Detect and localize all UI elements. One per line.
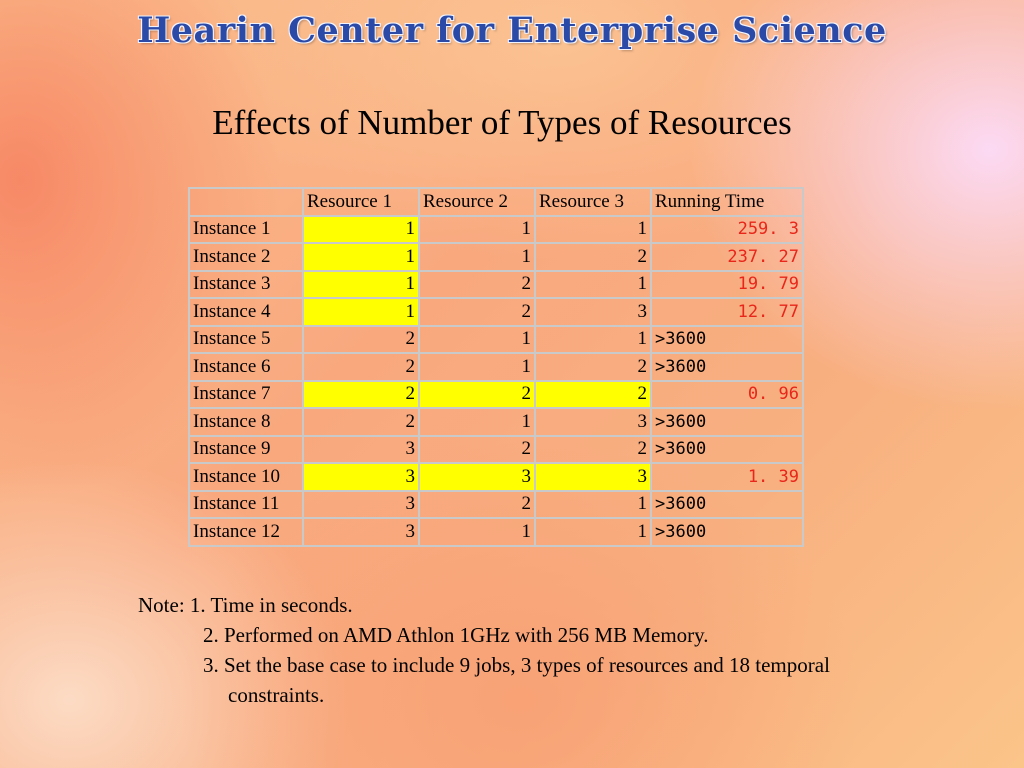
resource-cell: 2 [303,408,419,436]
resource-cell: 1 [535,326,651,354]
instance-label: Instance 8 [189,408,303,436]
resource-cell: 1 [303,243,419,271]
resource-cell: 1 [535,271,651,299]
resource-cell: 1 [303,298,419,326]
table-row [189,408,803,436]
resource-cell: 2 [419,381,535,409]
instance-label: Instance 12 [189,518,303,546]
running-time-cell: >3600 [651,518,803,546]
resource-cell: 1 [419,326,535,354]
instance-label: Instance 3 [189,271,303,299]
running-time-cell: 259. 3 [651,216,803,244]
resource-cell: 2 [303,381,419,409]
column-header [189,188,303,216]
table-row [189,271,803,299]
resource-cell: 2 [535,381,651,409]
resource-cell: 1 [303,271,419,299]
resource-cell: 2 [535,436,651,464]
table-row [189,353,803,381]
running-time-cell: >3600 [651,353,803,381]
resource-cell: 2 [419,271,535,299]
note-line-3: 3. Set the base case to include 9 jobs, 3 types of resources and 18 temporal [203,653,830,677]
running-time-cell: 237. 27 [651,243,803,271]
instance-label: Instance 5 [189,326,303,354]
instance-label: Instance 7 [189,381,303,409]
slide-title: Effects of Number of Types of Resources [212,103,792,142]
resource-cell: 1 [535,491,651,519]
instance-label: Instance 6 [189,353,303,381]
resource-cell: 2 [419,436,535,464]
instance-label: Instance 2 [189,243,303,271]
running-time-cell: 19. 79 [651,271,803,299]
resource-cell: 2 [535,243,651,271]
resource-cell: 1 [535,518,651,546]
running-time-cell: >3600 [651,326,803,354]
resource-cell: 3 [303,518,419,546]
running-time-cell: 12. 77 [651,298,803,326]
notes [138,590,830,710]
table-row [189,243,803,271]
column-header: Resource 1 [303,188,419,216]
column-header: Resource 2 [419,188,535,216]
table-row [189,381,803,409]
resource-cell: 2 [419,491,535,519]
table-header-row [189,188,803,216]
resource-cell: 1 [419,216,535,244]
column-header: Resource 3 [535,188,651,216]
instance-label: Instance 9 [189,436,303,464]
table-row [189,518,803,546]
running-time-cell: 0. 96 [651,381,803,409]
resource-cell: 1 [419,408,535,436]
resource-cell: 3 [303,436,419,464]
note-line-2: 2. Performed on AMD Athlon 1GHz with 256 MB Memory. [203,623,709,647]
instance-label: Instance 4 [189,298,303,326]
resource-cell: 3 [303,463,419,491]
column-header: Running Time [651,188,803,216]
resource-cell: 3 [535,298,651,326]
resource-cell: 2 [303,326,419,354]
table-row [189,326,803,354]
running-time-cell: >3600 [651,491,803,519]
running-time-cell: >3600 [651,436,803,464]
resource-cell: 1 [535,216,651,244]
results-table [188,187,804,547]
table-row [189,463,803,491]
resource-cell: 1 [419,353,535,381]
resource-cell: 3 [419,463,535,491]
resource-cell: 2 [303,353,419,381]
table-row [189,216,803,244]
resource-cell: 1 [303,216,419,244]
resource-cell: 2 [419,298,535,326]
resource-cell: 3 [303,491,419,519]
instance-label: Instance 11 [189,491,303,519]
resource-cell: 2 [535,353,651,381]
resource-cell: 3 [535,408,651,436]
resource-cell: 3 [535,463,651,491]
table-row [189,436,803,464]
resource-cell: 1 [419,518,535,546]
header-title: Hearin Center for Enterprise Science [137,10,887,51]
table-row [189,491,803,519]
resource-cell: 1 [419,243,535,271]
note-line-1: Note: 1. Time in seconds. [138,593,353,617]
table-row [189,298,803,326]
running-time-cell: >3600 [651,408,803,436]
running-time-cell: 1. 39 [651,463,803,491]
note-line-4: constraints. [228,683,325,707]
instance-label: Instance 1 [189,216,303,244]
instance-label: Instance 10 [189,463,303,491]
